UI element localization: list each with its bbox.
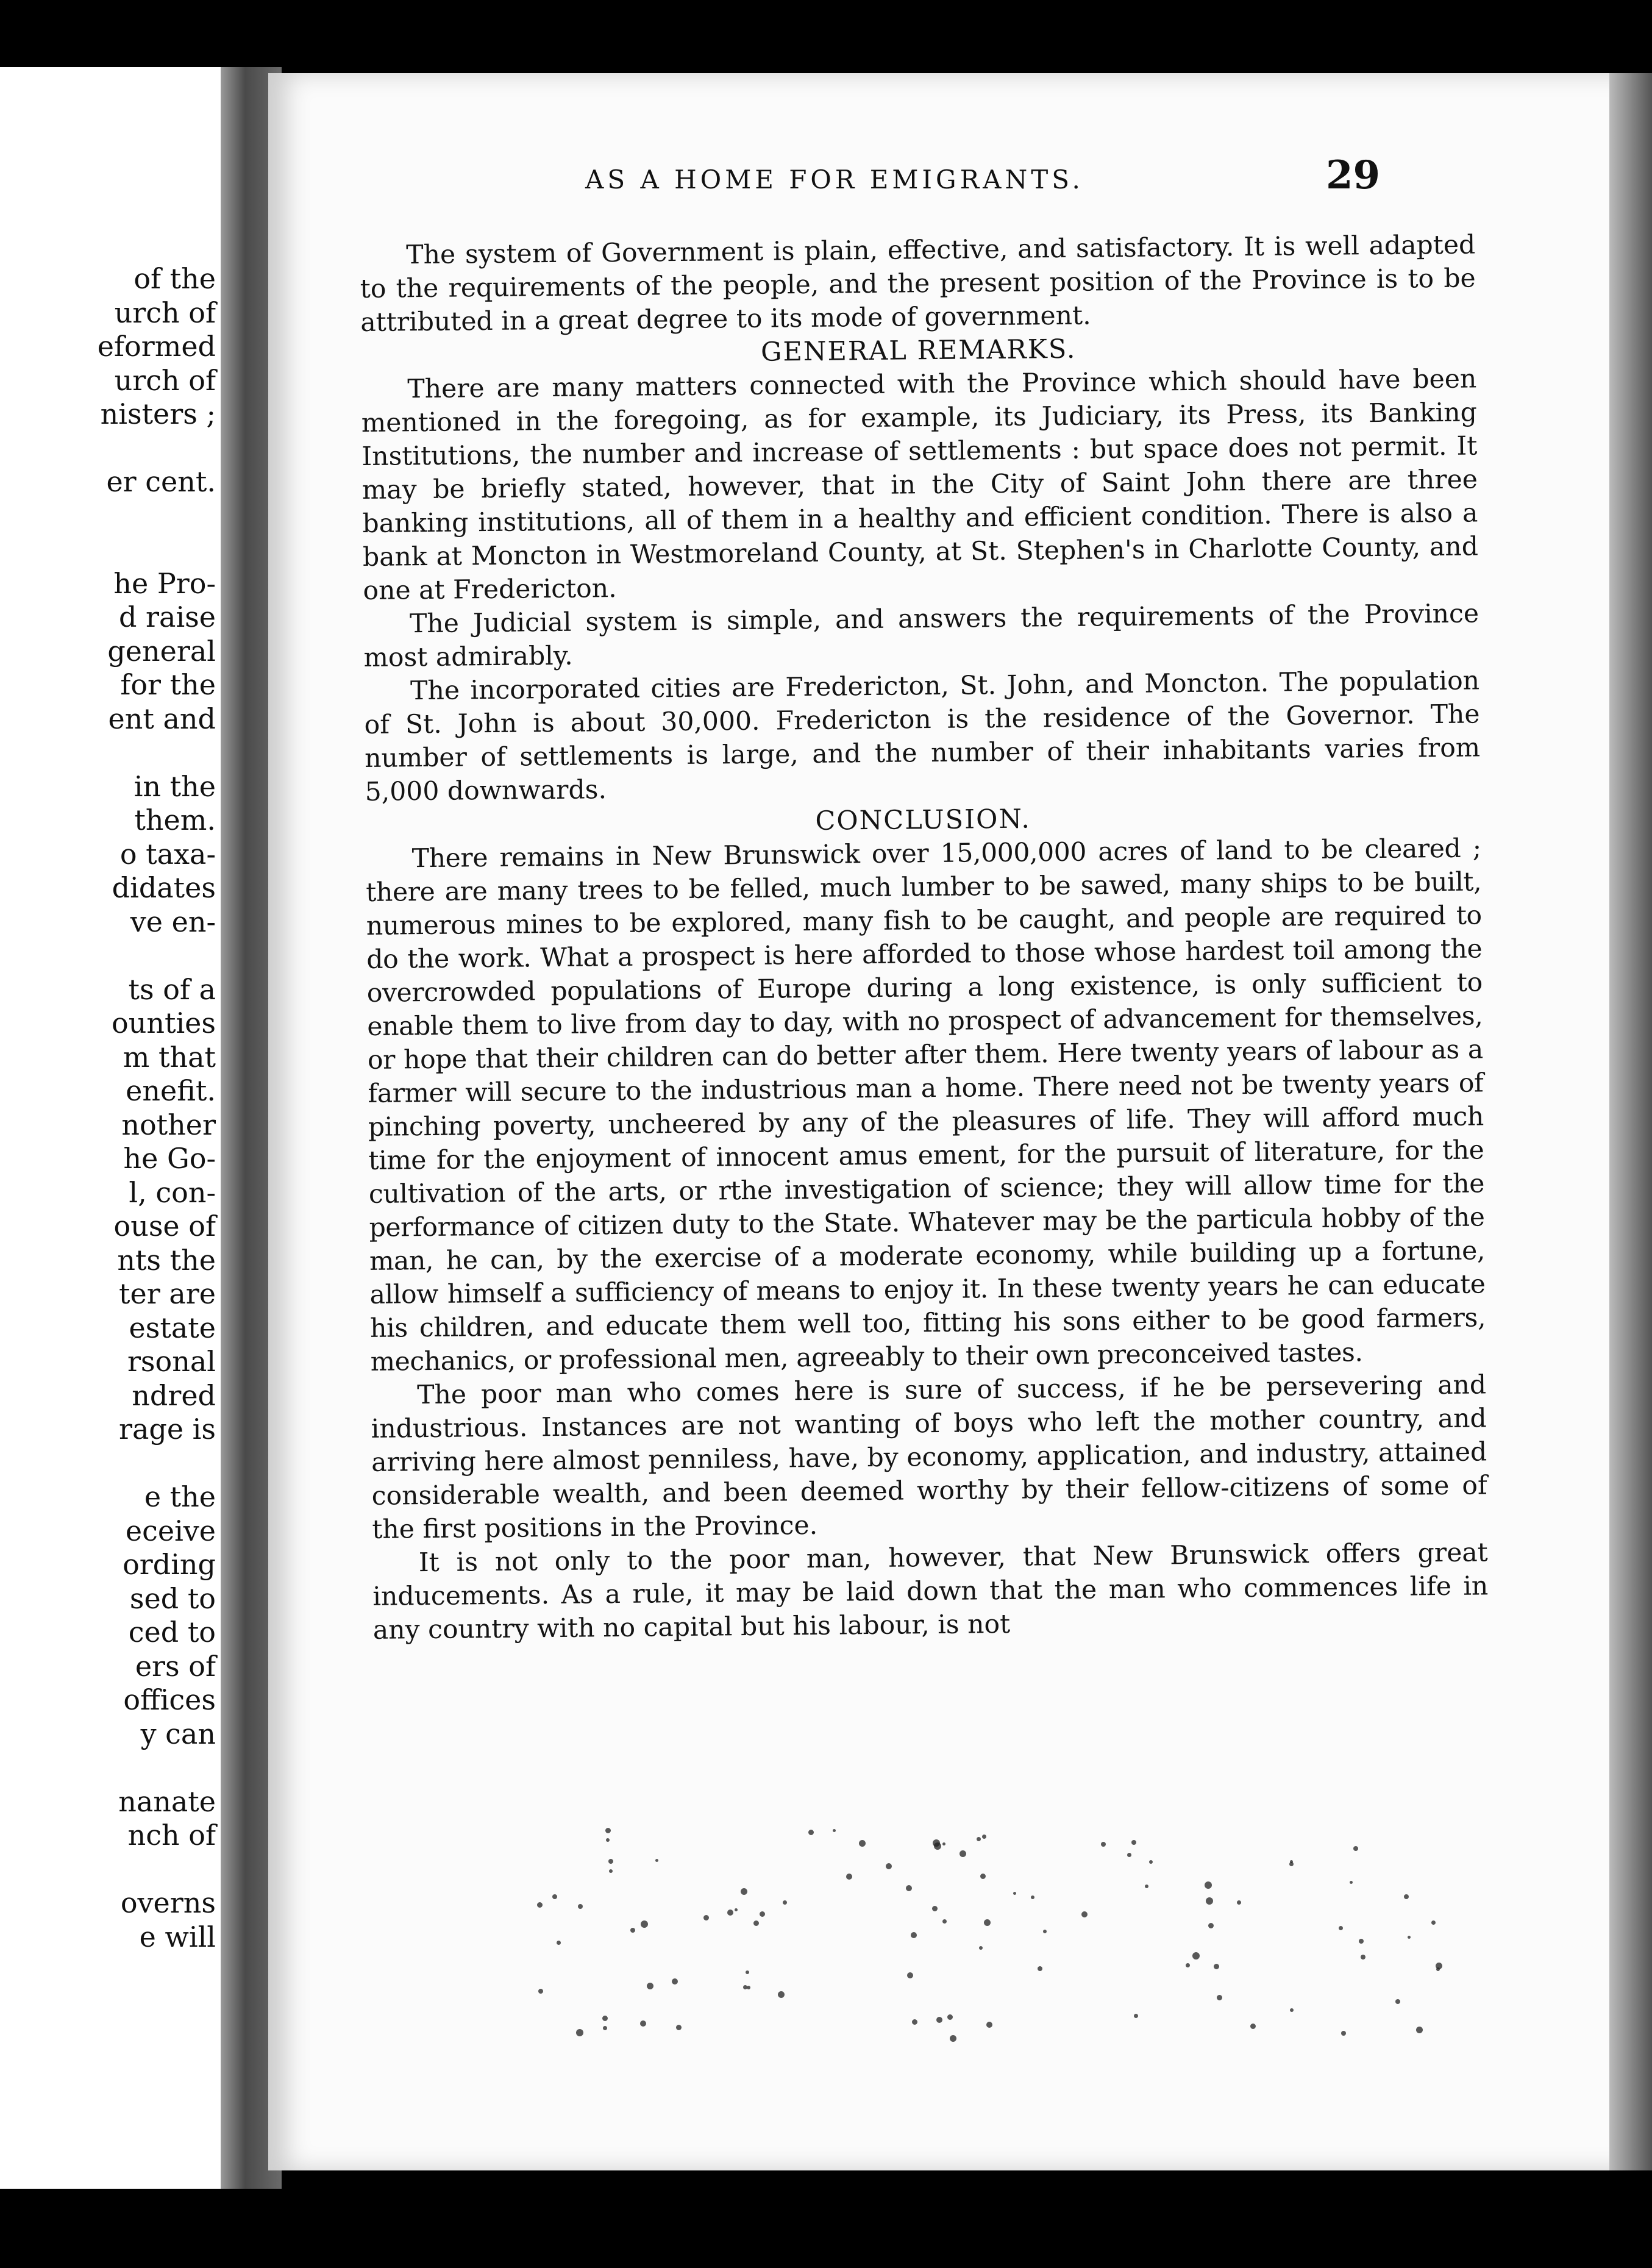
perforation-dot — [980, 1874, 986, 1879]
perforation-dot — [1186, 1963, 1190, 1967]
left-page-line: estate — [129, 1311, 216, 1344]
left-page-line: rsonal — [127, 1345, 216, 1378]
left-page-line: ts of a — [128, 972, 216, 1006]
perforation-dot — [606, 1838, 610, 1842]
perforation-dot — [986, 2022, 992, 2028]
perforation-dot — [1341, 2031, 1346, 2036]
perforation-dot — [1339, 1926, 1343, 1930]
perforation-dot — [982, 1835, 986, 1839]
perforation-dot — [557, 1941, 561, 1945]
left-page-line: nanate — [118, 1785, 216, 1818]
perforation-dot — [641, 1920, 648, 1928]
perforation-dot — [1081, 1911, 1088, 1917]
perforation-dot — [911, 1932, 917, 1938]
heading-conclusion: CONCLUSION. — [815, 804, 1031, 836]
heading-general-remarks: GENERAL REMARKS. — [760, 333, 1077, 368]
paragraph-judicial: The Judicial system is simple, and answers the requirements of the Province most admirably. — [363, 599, 1479, 673]
perforation-dot — [859, 1840, 866, 1847]
perforation-dot — [743, 1985, 747, 1989]
paragraph-government: The system of Government is plain, effective, and satisfactory. It is well adapted to the requirements of the people, and the present position of the Province is to be attributed in a great degree to its mode of government. — [360, 230, 1476, 338]
body-text — [360, 228, 1489, 1647]
paragraph-poor-man: The poor man who comes here is sure of success, if he be persevering and industrious. Instances are not wanting of boys who left the mother country, and arriving here almost penniless, have, by economy, application, and industry, attained considerable wealth, and been deemed worthy by their fellow-citizens of some of the first positions in the Province. — [371, 1370, 1487, 1545]
perforation-dot — [846, 1874, 852, 1880]
perforation-dot — [942, 1842, 945, 1845]
page-number: 29 — [1326, 152, 1381, 198]
perforation-dot — [950, 2035, 956, 2042]
perforation-dot — [1031, 1895, 1034, 1899]
perforation-dot — [538, 1989, 543, 1994]
left-page-line: y can — [140, 1717, 216, 1750]
left-page-line: urch of — [114, 363, 216, 397]
perforation-dot — [1206, 1897, 1213, 1905]
perforation-dot — [1290, 2008, 1294, 2012]
left-page-line: e will — [139, 1920, 216, 1953]
perforation-dot — [1013, 1892, 1016, 1895]
paragraph-conclusion: There remains in New Brunswick over 15,000,000 acres of land to be cleared ; there are many trees to be felled, much lumber to be sawed, many ships to be built, numerous mines to be explored, many fish to be caught, and people are required to do the work. What a prospect is here afforded to those whose hardest toil among the overcrowded populations of Europe during a long existence, is only sufficient to enable them to live from day to day, with no prospect of advancement for themselves, or hope that their children can do better after them. Here twenty years of labour as a farmer will secure to the industrious man a home. There need not be twenty years of pinching poverty, uncheered by any of the pleasures of life. They will afford much time for the enjoyment of innocent amus ement, for the pursuit of literature, for the cultivation of the arts, or rthe investigation of science; they will allow time for the performance of citizen duty to the State. Whatever may be the particula hobby of the man, he can, by the exercise of a moderate economy, while building up a fortune, allow himself a sufficiency of means to enjoy it. In these twenty years he can educate his children, and educate them well too, fitting his sons either to be good farmers, mechanics, or professional men, agreeably to their own preconceived tastes. — [366, 833, 1486, 1377]
left-page-line: ording — [123, 1548, 216, 1581]
perforation-dot — [778, 1991, 785, 1998]
perforation-dot — [672, 1978, 678, 1984]
left-page-line: ced to — [128, 1616, 216, 1649]
perforation-dot — [603, 2026, 607, 2030]
left-page-line: he Go- — [123, 1142, 216, 1175]
perforation-dot — [942, 1919, 947, 1924]
left-page-line: in the — [134, 769, 216, 803]
perforation-dot — [609, 1869, 613, 1873]
left-page-line: nother — [121, 1108, 216, 1141]
perforation-dot — [1408, 1936, 1411, 1939]
left-page-line: eformed — [97, 330, 216, 363]
perforation-dot — [735, 1908, 738, 1911]
perforation-dot — [753, 1920, 759, 1926]
perforation-dot — [655, 1859, 658, 1862]
left-page-line: ter are — [119, 1277, 216, 1310]
left-page-fragment — [0, 67, 227, 2189]
perforation-dot — [984, 1919, 991, 1926]
perforation-dot — [1043, 1930, 1047, 1933]
left-page-line: ouse of — [113, 1210, 216, 1243]
perforation-dot — [1101, 1842, 1106, 1847]
perforation-dot — [886, 1863, 892, 1869]
left-page-line: sed to — [129, 1582, 216, 1615]
perforation-dot — [977, 1837, 981, 1841]
left-page-line: l, con- — [129, 1175, 216, 1209]
left-page-line: for the — [120, 668, 216, 701]
left-page-line: ve en- — [130, 905, 216, 938]
perforation-dot — [1431, 1920, 1436, 1925]
perforation-dot — [537, 1902, 543, 1908]
left-page-line: d raise — [118, 601, 216, 633]
perforation-dot — [647, 1983, 653, 1989]
perforation-dot — [640, 2020, 646, 2027]
perforation-dot — [979, 1946, 983, 1950]
perforation-dot — [907, 1972, 913, 1978]
perforation-dot — [947, 2014, 953, 2020]
perforation-dot — [746, 1970, 749, 1974]
perforation-dot — [1359, 1939, 1364, 1944]
left-page-line: urch of — [114, 296, 216, 329]
paragraph-general-remarks: There are many matters connected with the Province which should have been mentioned in the foregoing, as for example, its Judiciary, its Press, its Banking Institutions, the number and increase of settlements : but space does not permit. It may be briefly stated, however, that in the City of Saint John there are three banking institutions, all of them in a healthy and efficient condition. There is also a bank at Moncton in Westmoreland County, at St. Stephen's in Charlotte County, and one at Fredericton. — [361, 364, 1479, 606]
perforation-dot — [1208, 1923, 1214, 1928]
perforation-dot — [578, 1904, 583, 1909]
perforation-dot — [1436, 1967, 1440, 1971]
perforation-dot — [576, 2029, 583, 2036]
perforation-dot — [727, 1910, 733, 1916]
perforation-dot — [1131, 1840, 1136, 1845]
perforation-dot — [1038, 1966, 1042, 1971]
perforation-dot — [1214, 1964, 1219, 1969]
perforation-dot — [741, 1888, 747, 1895]
left-page-line: nisters ; — [100, 398, 216, 430]
left-page-line: of the — [134, 262, 216, 295]
perforation-dot — [1237, 1900, 1241, 1905]
perforation-dot — [1192, 1952, 1200, 1960]
left-page-line: ndred — [132, 1378, 216, 1412]
left-page-line: he Pro- — [113, 566, 216, 600]
perforation-dot — [960, 1850, 966, 1857]
left-page-line: eceive — [125, 1514, 216, 1547]
perforation-dot — [630, 1928, 635, 1933]
left-page-line: m that — [123, 1040, 216, 1074]
perforation-dot — [760, 1911, 765, 1917]
perforation-dot — [602, 2016, 608, 2021]
perforation-dot — [1134, 2014, 1138, 2018]
perforation-dot — [1353, 1846, 1358, 1851]
left-page-line: them. — [134, 804, 216, 836]
left-page-line: enefit. — [126, 1074, 216, 1107]
perforation-dot — [1350, 1881, 1353, 1884]
perforation-dot — [932, 1906, 938, 1911]
perforation-dot — [936, 2017, 942, 2023]
perforation-dot — [605, 1828, 611, 1833]
paragraph-inducements: It is not only to the poor man, however, that New Brunswick offers great inducements. As a rule, it may be laid down that the man who commences life in any country with no capital but his labour, is not — [372, 1538, 1489, 1646]
left-page-line: didates — [112, 871, 216, 904]
perforation-dot — [1404, 1894, 1409, 1899]
left-page-line: ent and — [108, 702, 216, 735]
perforation-dot — [783, 1900, 787, 1905]
left-page-line: o taxa- — [119, 837, 216, 871]
left-page-line: ounties — [112, 1007, 216, 1040]
perforation-dot — [1217, 1995, 1222, 2000]
perforation-dot — [1361, 1955, 1365, 1960]
left-page-line: rage is — [118, 1413, 216, 1446]
perforation-dot — [1395, 1999, 1400, 2004]
left-page-line: er cent. — [106, 465, 216, 498]
perforation-dot — [703, 1915, 709, 1920]
running-head: AS A HOME FOR EMIGRANTS. — [585, 165, 1084, 194]
page-edge-shadow — [1609, 73, 1652, 2170]
perforation-dot — [808, 1830, 814, 1835]
left-page-line: general — [107, 634, 216, 668]
left-page-line: nch of — [127, 1819, 216, 1852]
paragraph-cities: The incorporated cities are Fredericton, St. John, and Moncton. The population of St. John is about 30,000. Fredericton is the residence of the Governor. The number of settlements is large, and the number of their inhabitants varies from 5,000 downwards. — [364, 666, 1481, 807]
perforation-dot — [1127, 1853, 1131, 1857]
perforation-dot — [608, 1859, 613, 1864]
perforation-dot — [912, 2019, 917, 2025]
left-page-line: nts the — [117, 1243, 216, 1277]
perforation-dot — [1416, 2027, 1423, 2033]
perforation-dot — [833, 1829, 836, 1832]
perforation-dot — [1149, 1860, 1153, 1864]
left-page-line: offices — [123, 1683, 216, 1716]
left-page-line: overns — [120, 1886, 216, 1919]
left-page-line: e the — [144, 1480, 216, 1513]
perforation-dot — [933, 1839, 940, 1847]
perforation-dot — [1145, 1885, 1148, 1888]
right-page — [268, 73, 1634, 2170]
perforation-dot — [1205, 1881, 1212, 1889]
perforation-dot — [1289, 1862, 1294, 1866]
perforation-dot — [906, 1885, 912, 1891]
perforation-dot — [1250, 2024, 1256, 2029]
perforation-dot — [676, 2025, 682, 2030]
perforation-dot — [552, 1894, 557, 1899]
left-page-line: ers of — [135, 1649, 216, 1683]
